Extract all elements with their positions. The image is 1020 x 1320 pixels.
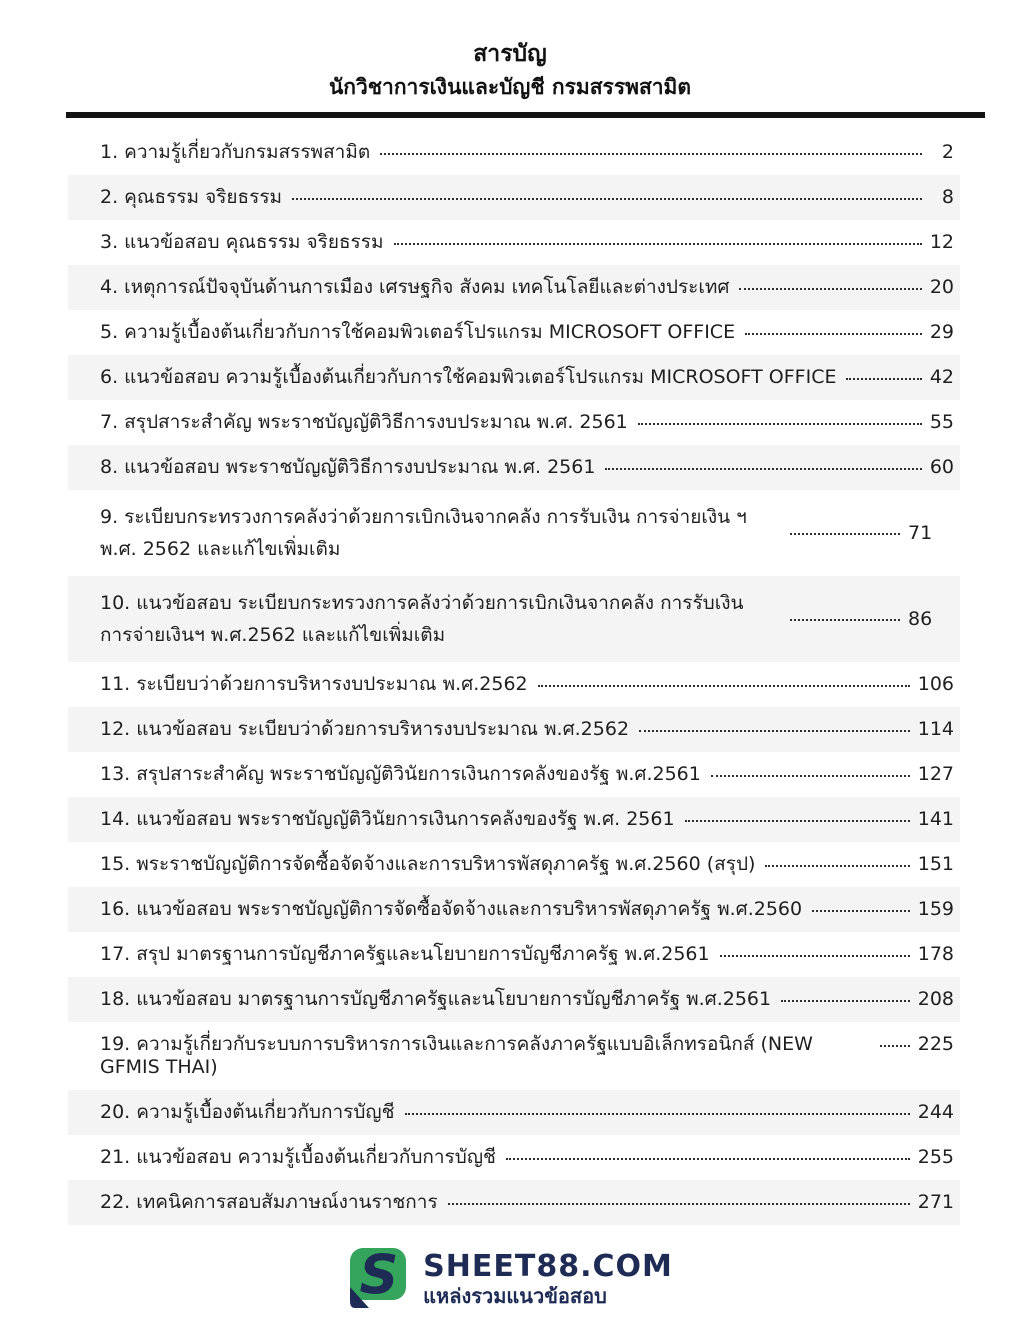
dotted-leader [605,466,921,470]
toc-page-number: 255 [917,1146,954,1168]
toc-row [68,310,960,355]
toc-row [68,707,960,752]
dotted-leader [292,196,922,200]
toc-page-number: 225 [917,1033,954,1055]
dotted-leader [846,376,921,380]
toc-entry-label: 16. แนวข้อสอบ พระราชบัญญัติการจัดซื้อจัดจ้างและการบริหารพัสดุภาครัฐ พ.ศ.2560 [100,898,803,920]
toc-page-number: 159 [917,898,954,920]
dotted-leader [538,683,910,687]
toc-page-number: 12 [929,231,954,253]
toc-row [68,797,960,842]
page-header [0,0,1020,102]
toc-entry-label: 18. แนวข้อสอบ มาตรฐานการบัญชีภาครัฐและนโยบายการบัญชีภาครัฐ พ.ศ.2561 [100,988,772,1010]
dotted-leader [790,617,900,621]
toc-entry-label: 11. ระเบียบว่าด้วยการบริหารงบประมาณ พ.ศ.2562 [100,673,528,695]
toc-entry-label: 14. แนวข้อสอบ พระราชบัญญัติวินัยการเงินการคลังของรัฐ พ.ศ. 2561 [100,808,675,830]
toc-page-number: 141 [917,808,954,830]
toc-entry-label: 9. ระเบียบกระทรวงการคลังว่าด้วยการเบิกเงินจากคลัง การรับเงิน การจ่ายเงิน ฯ พ.ศ. 2562 และแก้ไขเพิ่มเติม [100,506,747,560]
toc-entry-label: 17. สรุป มาตรฐานการบัญชีภาครัฐและนโยบายการบัญชีภาครัฐ พ.ศ.2561 [100,943,710,965]
dotted-leader [405,1111,910,1115]
footer-brand [0,1247,1020,1313]
toc-page-number: 42 [929,366,954,388]
s-monogram-icon [347,1247,409,1313]
toc-row [68,1180,960,1225]
toc-page-number: 60 [929,456,954,478]
toc-entry-label: 3. แนวข้อสอบ คุณธรรม จริยธรรม [100,231,384,253]
dotted-leader [765,863,909,867]
toc-row [68,887,960,932]
toc-list [68,130,960,1225]
toc-entry-label: 19. ความรู้เกี่ยวกับระบบการบริหารการเงินและการคลังภาครัฐแบบอิเล็กทรอนิกส์ (NEW GFMIS THAI) [100,1033,813,1078]
dotted-leader [739,286,921,290]
dotted-leader [638,421,922,425]
toc-row [68,445,960,490]
toc-row [68,400,960,445]
toc-page-number: 86 [908,608,933,630]
toc-entry-label: 4. เหตุการณ์ปัจจุบันด้านการเมือง เศรษฐกิจ สังคม เทคโนโลยีและต่างประเทศ [100,276,730,298]
toc-page-number: 55 [929,411,954,433]
toc-entry-label: 13. สรุปสาระสำคัญ พระราชบัญญัติวินัยการเงินการคลังของรัฐ พ.ศ.2561 [100,763,701,785]
toc-entry-label: 15. พระราชบัญญัติการจัดซื้อจัดจ้างและการบริหารพัสดุภาครัฐ พ.ศ.2560 (สรุป) [100,853,756,875]
dotted-leader [506,1156,910,1160]
page-subtitle: นักวิชาการเงินและบัญชี กรมสรรพสามิต [328,75,692,99]
toc-row [68,490,960,576]
toc-entry-label: 10. แนวข้อสอบ ระเบียบกระทรวงการคลังว่าด้วยการเบิกเงินจากคลัง การรับเงิน การจ่ายเงินฯ พ.ศ.2562 และแก้ไขเพิ่มเติม [100,592,744,646]
toc-row [68,842,960,887]
toc-page-number: 271 [917,1191,954,1213]
toc-entry-label: 22. เทคนิคการสอบสัมภาษณ์งานราชการ [100,1191,438,1213]
toc-row [68,220,960,265]
toc-row [68,265,960,310]
toc-page-number: 208 [917,988,954,1010]
dotted-leader [790,531,900,535]
brand-tagline: แหล่งรวมแนวข้อสอบ [423,1284,607,1308]
toc-page-number: 8 [941,186,954,208]
dotted-leader [639,728,910,732]
toc-page-number: 151 [917,853,954,875]
toc-entry-label: 6. แนวข้อสอบ ความรู้เบื้องต้นเกี่ยวกับการใช้คอมพิวเตอร์โปรแกรม MICROSOFT OFFICE [100,366,837,388]
header-divider [66,112,985,118]
dotted-leader [685,818,910,822]
toc-row [68,752,960,797]
brand-text-block [423,1251,673,1309]
toc-row [68,977,960,1022]
toc-page-number: 178 [917,943,954,965]
dotted-leader [745,331,922,335]
toc-entry-label: 7. สรุปสาระสำคัญ พระราชบัญญัติวิธีการงบประมาณ พ.ศ. 2561 [100,411,628,433]
dotted-leader [394,241,922,245]
toc-page-number: 20 [929,276,954,298]
dotted-leader [812,908,910,912]
dotted-leader [880,1043,910,1047]
toc-row [68,1135,960,1180]
toc-page-number: 71 [908,522,933,544]
toc-entry-label: 20. ความรู้เบื้องต้นเกี่ยวกับการบัญชี [100,1101,395,1123]
dotted-leader [448,1201,910,1205]
toc-row [68,130,960,175]
toc-entry-label: 5. ความรู้เบื้องต้นเกี่ยวกับการใช้คอมพิวเตอร์โปรแกรม MICROSOFT OFFICE [100,321,736,343]
toc-page-number: 29 [929,321,954,343]
toc-page-number: 127 [917,763,954,785]
svg-text:S: S [359,1247,399,1306]
dotted-leader [380,151,922,155]
page-title: สารบัญ [473,41,547,67]
toc-row [68,1090,960,1135]
toc-page-number: 106 [917,673,954,695]
toc-page-number: 2 [941,141,954,163]
toc-entry-label: 8. แนวข้อสอบ พระราชบัญญัติวิธีการงบประมาณ พ.ศ. 2561 [100,456,596,478]
dotted-leader [781,998,910,1002]
toc-row [68,932,960,977]
toc-entry-label: 21. แนวข้อสอบ ความรู้เบื้องต้นเกี่ยวกับการบัญชี [100,1146,496,1168]
toc-entry-label: 2. คุณธรรม จริยธรรม [100,186,283,208]
toc-row [68,576,960,662]
toc-page-number: 244 [917,1101,954,1123]
toc-row [68,175,960,220]
brand-name: SHEET88.COM [423,1249,673,1284]
toc-row [68,1022,960,1090]
toc-entry-label: 12. แนวข้อสอบ ระเบียบว่าด้วยการบริหารงบประมาณ พ.ศ.2562 [100,718,630,740]
toc-row [68,662,960,707]
toc-entry-label: 1. ความรู้เกี่ยวกับกรมสรรพสามิต [100,141,371,163]
toc-row [68,355,960,400]
toc-page-number: 114 [917,718,954,740]
dotted-leader [720,953,910,957]
dotted-leader [711,773,910,777]
